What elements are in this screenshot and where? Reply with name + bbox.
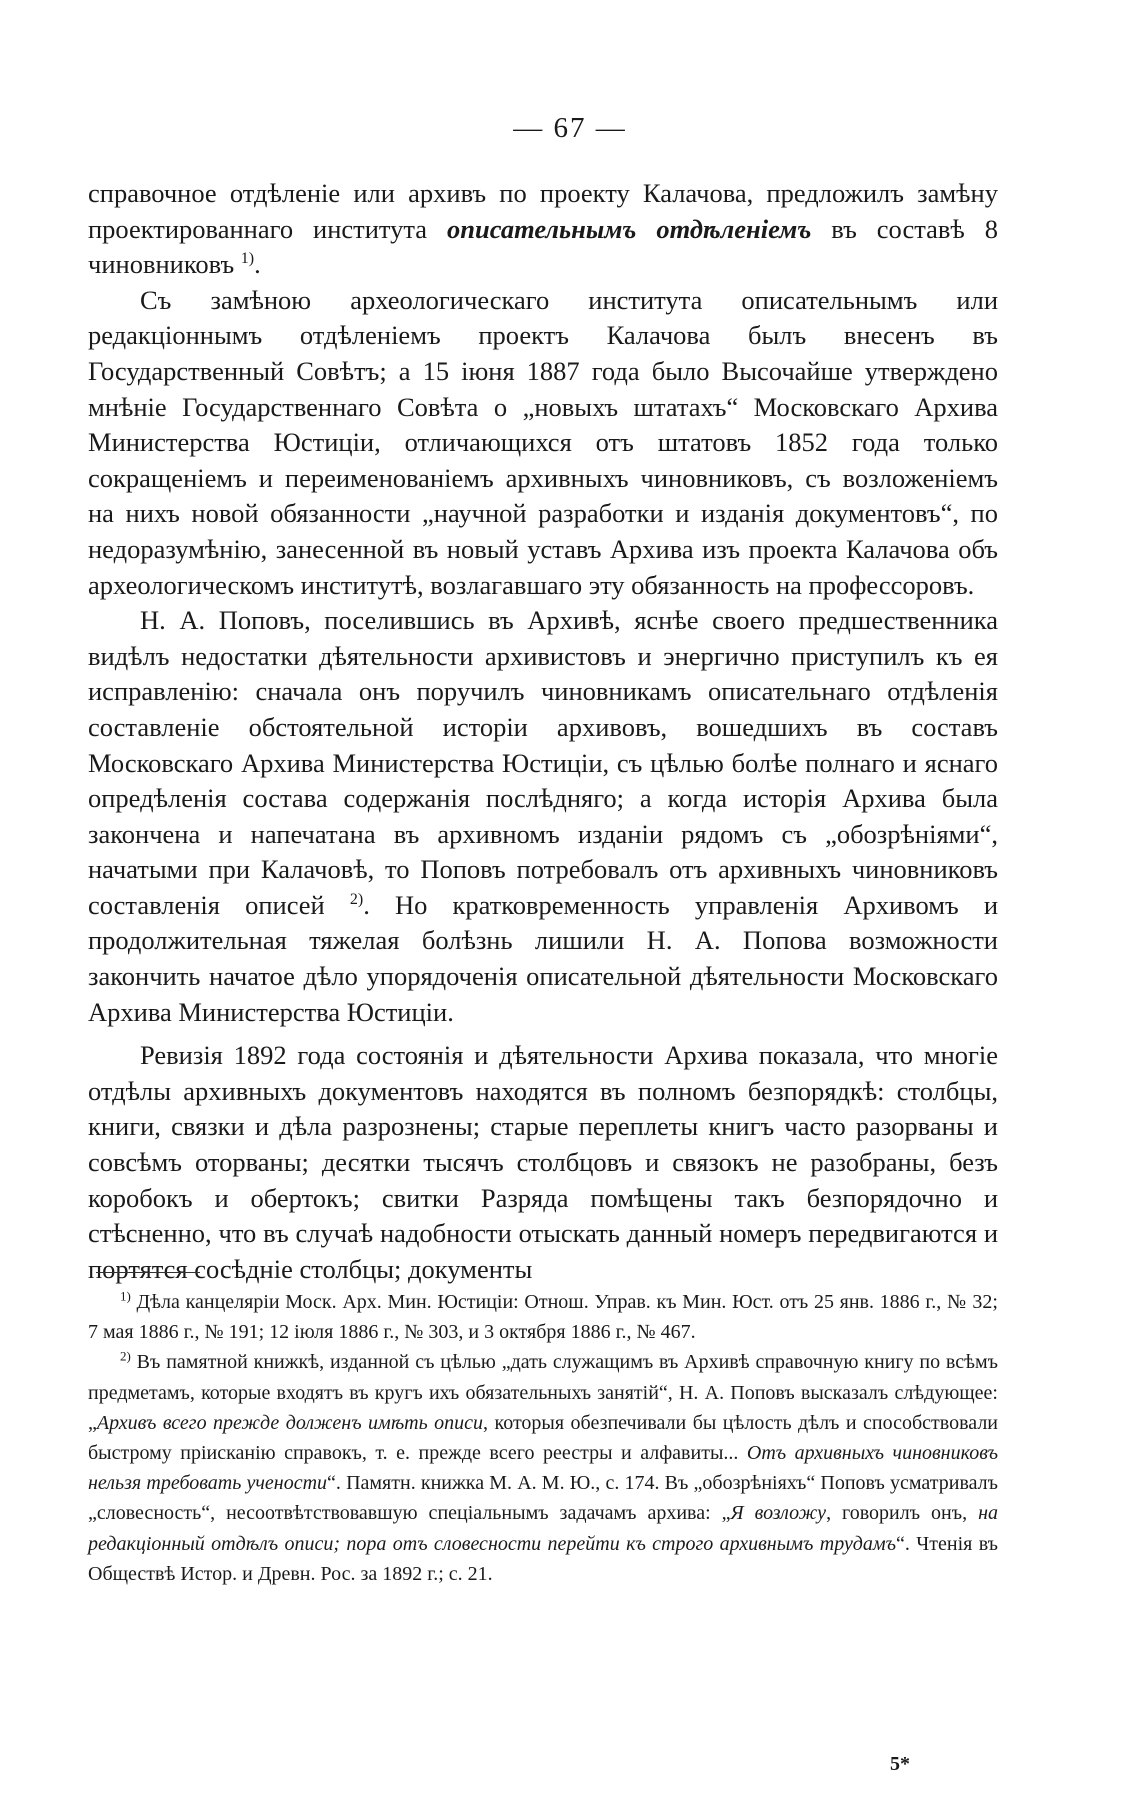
paragraph-1 (88, 176, 998, 283)
footnote-2-text-cont: , которыя обезпечивали бы цѣлость дѣлъ и способствовали быстрому пріисканію справокъ, т. е. прежде всего реестры и алфавиты... (88, 1411, 998, 1465)
emphasis-descriptive-department: описательнымъ отдѣленіемъ (447, 213, 812, 244)
footnotes (88, 1287, 998, 1589)
printer-signature-mark: 5* (890, 1753, 910, 1775)
footnote-2-quote-2: Отъ архивныхъ чиновниковъ нельзя требовать учености (88, 1442, 998, 1495)
paragraph-1-text: справочное отдѣленіе или архивъ по проекту Калачова, предложилъ замѣну проектированнаго института (88, 178, 998, 244)
footnote-2-text-cont-2: “. Памятн. книжка М. А. М. Ю., с. 174. Въ „обозрѣніяхъ“ Поповъ усматривалъ „словесность“, несоотвѣтствовавшую спеціальнымъ задачамъ архива: „ (88, 1472, 999, 1525)
paragraph-4: Ревизія 1892 года состоянія и дѣятельности Архива показала, что многіе отдѣлы архивныхъ документовъ находятся въ полномъ безпорядкѣ: столбцы, книги, связки и дѣла разрознены; старые переплеты книгъ часто разорваны и совсѣмъ оторваны; десятки тысячъ столбцовъ и связокъ не разобраны, безъ коробокъ и обертокъ; свитки Разряда помѣщены такъ безпорядочно и стѣсненно, что въ случаѣ надобности отыскать данный номеръ передвигаются и портятся сосѣдніе столбцы; документы (88, 1040, 998, 1284)
paragraph-3 (88, 603, 998, 1030)
footnote-ref-2: 2) (349, 891, 364, 909)
footnote-2-quote-3: Я возложу (730, 1502, 827, 1525)
footnote-ref-1: 1) (240, 250, 255, 268)
footnote-2-text-cont-3: , говорилъ онъ, (826, 1502, 979, 1525)
footnote-1 (88, 1287, 998, 1347)
paragraph-1-text-cont: въ составѣ 8 чиновниковъ (88, 213, 998, 280)
page-number: — 67 — (513, 112, 627, 144)
footnote-2-marker: 2) (120, 1348, 131, 1364)
footnote-2 (88, 1347, 998, 1589)
footnote-2-citation: “. Чтенія въ Обществѣ Истор. и Древн. Рос. за 1892 г.; с. 21. (88, 1532, 998, 1585)
main-text (88, 176, 998, 1287)
footnote-1-marker: 1) (120, 1288, 131, 1304)
paragraph-3-text: Н. А. Поповъ, поселившись въ Архивѣ, яснѣе своего предшественника видѣлъ недостатки дѣятельности архивистовъ и энергично приступилъ къ ея исправленію: сначала онъ поручилъ чиновникамъ описательнаго отдѣленія составленіе обстоятельной исторіи архивовъ, вошедшихъ въ составъ Московскаго Архива Министерства Юстиціи, съ цѣлью болѣе полнаго и яснаго опредѣленія состава содержанія послѣдняго; а когда исторія Архива была закончена и напечатана въ архивномъ изданіи рядомъ съ „обозрѣніями“, начатыми при Калачовѣ, то Поповъ потребовалъ отъ архивныхъ чиновниковъ составленія описей (88, 605, 998, 920)
footnote-2-quote-4: на редакціонный отдѣлъ описи; пора отъ словесности перейти къ строго архивнымъ трудамъ (88, 1502, 998, 1555)
footnote-1-text: Дѣла канцеляріи Моск. Арх. Мин. Юстиціи: Отнош. Управ. къ Мин. Юст. отъ 25 янв. 1886 г., № 32; 7 мая 1886 г., № 191; 12 іюля 1886 г., № 303, и 3 октября 1886 г., № 467. (88, 1291, 998, 1344)
paragraph-2: Съ замѣною археологическаго института описательнымъ или редакціоннымъ отдѣленіемъ проектъ Калачова былъ внесенъ въ Государственный Совѣтъ; а 15 іюня 1887 года было Высочайше утверждено мнѣніе Государственнаго Совѣта о „новыхъ штатахъ“ Московскаго Архива Министерства Юстиціи, отличающихся отъ штатовъ 1852 года только сокращеніемъ и переименованіемъ архивныхъ чиновниковъ, съ возложеніемъ на нихъ новой обязанности „научной разработки и изданія документовъ“, по недоразумѣнію, занесенной въ новый уставъ Архива изъ проекта Калачова объ археологическомъ институтѣ, возлагавшаго эту обязанность на профессоровъ. (88, 284, 998, 600)
footnote-2-quote-1: Архивъ всего прежде долженъ имѣть описи (96, 1411, 484, 1434)
footnote-divider (96, 1272, 200, 1273)
footnote-2-text: Въ памятной книжкѣ, изданной съ цѣлью „дать служащимъ въ Архивѣ справочную книгу по всѣмъ предметамъ, которые входятъ въ кругъ ихъ обязательныхъ занятій“, Н. А. Поповъ высказалъ слѣдующее: „ (88, 1351, 998, 1434)
paragraph-1-end: . (254, 249, 261, 280)
paragraph-3-text-cont: . Но кратковременность управленія Архивомъ и продолжительная тяжелая болѣзнь лишили Н. А. Попова возможности закончить начатое дѣло упорядоченія описательной дѣятельности Московскаго Архива Министерства Юстиціи. (88, 889, 999, 1027)
